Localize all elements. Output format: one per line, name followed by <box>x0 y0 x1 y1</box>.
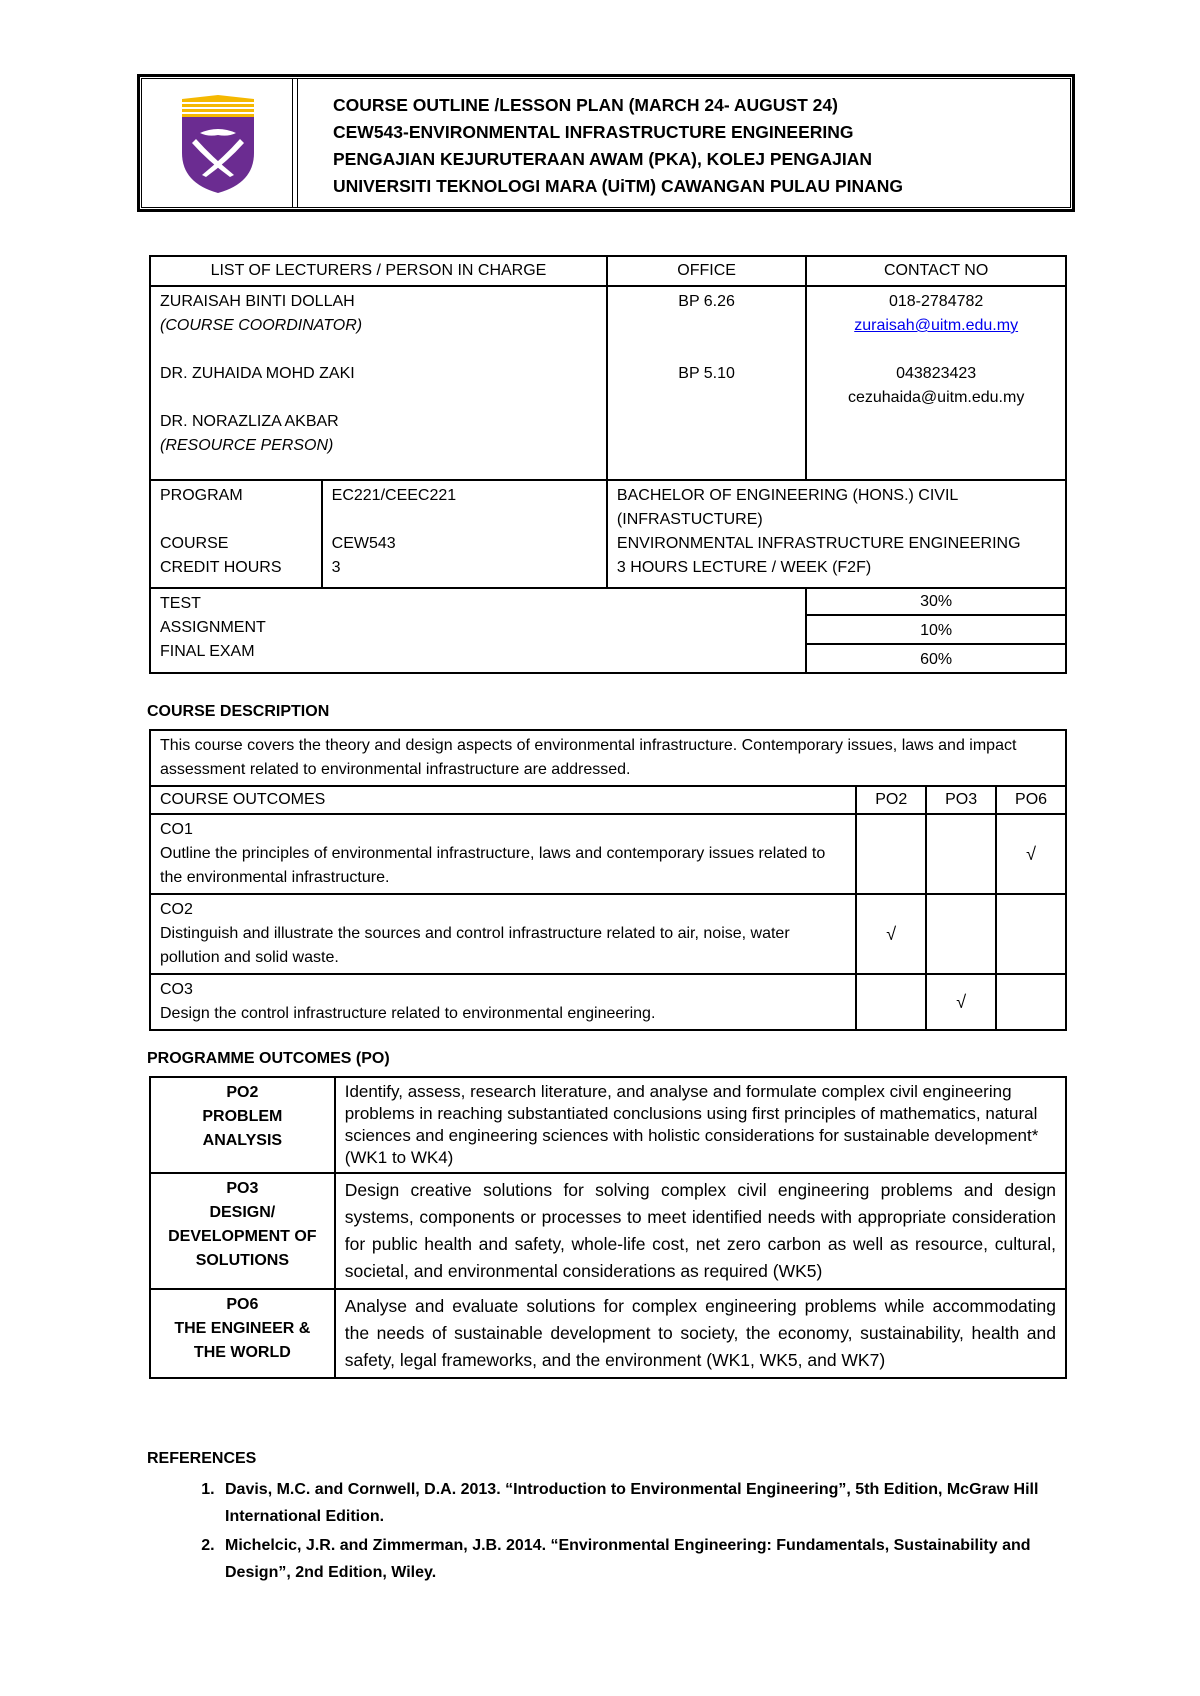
po-row <box>150 1077 1066 1173</box>
po-name: ANALYSIS <box>202 1132 283 1149</box>
outcome-row <box>150 894 1066 974</box>
programme-outcomes-title: PROGRAMME OUTCOMES (PO) <box>147 1050 390 1067</box>
assessment-label: FINAL EXAM <box>160 643 255 660</box>
po-row <box>150 1173 1066 1289</box>
lecturer-role: (COURSE COORDINATOR) <box>160 317 363 334</box>
references-title: REFERENCES <box>147 1450 257 1467</box>
po-header: PO6 <box>996 786 1066 814</box>
programme-outcomes-table <box>149 1076 1067 1379</box>
header-divider <box>292 78 298 208</box>
course-label: COURSE <box>160 535 229 552</box>
credit-label: CREDIT HOURS <box>160 559 282 576</box>
office-number: BP 6.26 <box>678 293 735 310</box>
program-codes <box>322 480 607 588</box>
outcome-code: CO2 <box>160 901 193 918</box>
assessment-value: 30% <box>807 589 1065 616</box>
outcome-row <box>150 814 1066 894</box>
outcome-cell <box>150 974 856 1030</box>
header-line: PENGAJIAN KEJURUTERAAN AWAM (PKA), KOLEJ PENGAJIAN <box>333 149 872 169</box>
program-labels <box>150 480 322 588</box>
outcome-text: Distinguish and illustrate the sources and control infrastructure related to air, noise, water pollution and solid waste. <box>160 925 790 966</box>
header-office: OFFICE <box>607 256 806 286</box>
outcome-map: √ <box>856 894 926 974</box>
po-text: Analyse and evaluate solutions for complex engineering problems while accommodating the needs of sustainable development to society, the economy, sustainability, health and safety, legal frameworks, and the environment (WK1, WK5, and WK7) <box>335 1289 1066 1378</box>
uitm-crest-icon <box>178 95 258 195</box>
office-number: BP 5.10 <box>678 365 735 382</box>
outcome-text: Outline the principles of environmental infrastructure, laws and contemporary issues related to the environmental infrastructure. <box>160 845 826 886</box>
lecturer-table <box>149 255 1067 674</box>
lecturer-name: DR. NORAZLIZA AKBAR <box>160 413 339 430</box>
references <box>147 1450 1067 1588</box>
po-row <box>150 1289 1066 1378</box>
program-details <box>607 480 1066 588</box>
po-header: PO2 <box>856 786 926 814</box>
outcome-cell <box>150 814 856 894</box>
email-link[interactable]: zuraisah@uitm.edu.my <box>854 317 1019 334</box>
references-list <box>147 1476 1067 1586</box>
outcome-code: CO3 <box>160 981 193 998</box>
course-code: CEW543 <box>331 535 396 552</box>
header-lecturers: LIST OF LECTURERS / PERSON IN CHARGE <box>150 256 607 286</box>
header-contact: CONTACT NO <box>806 256 1066 286</box>
po-name: SOLUTIONS <box>195 1252 290 1269</box>
course-description-title: COURSE DESCRIPTION <box>147 703 330 720</box>
po-name: THE WORLD <box>193 1344 291 1361</box>
credit-value: 3 <box>331 559 341 576</box>
po-text: Identify, assess, research literature, and analyse and formulate complex civil engineering problems in reaching substantiated conclusions using first principles of mathematics, natural sciences and engineering sciences with holistic considerations for sustainable development* (WK1 to WK4) <box>335 1077 1066 1173</box>
header-line: CEW543-ENVIRONMENTAL INFRASTRUCTURE ENGINEERING <box>333 122 854 142</box>
credit-desc: 3 HOURS LECTURE / WEEK (F2F) <box>616 559 872 576</box>
lecturer-names <box>150 286 607 480</box>
po-name: DEVELOPMENT OF <box>168 1228 317 1245</box>
program-row <box>150 480 1066 588</box>
lecturer-name: ZURAISAH BINTI DOLLAH <box>160 293 355 310</box>
po-label <box>150 1173 335 1289</box>
po-code: PO3 <box>226 1180 259 1197</box>
po-header: PO3 <box>926 786 996 814</box>
outcomes-header: COURSE OUTCOMES <box>150 786 856 814</box>
description-row <box>150 730 1066 786</box>
lecturer-offices <box>607 286 806 480</box>
outcome-map <box>926 894 996 974</box>
outcome-cell <box>150 894 856 974</box>
outcome-code: CO1 <box>160 821 193 838</box>
po-code: PO6 <box>226 1296 259 1313</box>
assessment-labels <box>150 588 806 673</box>
lecturer-row <box>150 286 1066 480</box>
course-name: ENVIRONMENTAL INFRASTRUCTURE ENGINEERING <box>616 535 1021 552</box>
reference-item: 1. Davis, M.C. and Cornwell, D.A. 2013. “Introduction to Environmental Engineering”, 5th Edition, McGraw Hill International Edition. <box>219 1476 1067 1530</box>
table-header-row <box>150 256 1066 286</box>
header-line: COURSE OUTLINE /LESSON PLAN (MARCH 24- AUGUST 24) <box>333 95 838 115</box>
outcome-map <box>926 814 996 894</box>
outcomes-header-row <box>150 786 1066 814</box>
assessment-label: ASSIGNMENT <box>160 619 266 636</box>
po-label <box>150 1077 335 1173</box>
po-code: PO2 <box>226 1084 259 1101</box>
po-name: DESIGN/ <box>209 1204 276 1221</box>
outcome-row <box>150 974 1066 1030</box>
outcome-map <box>856 814 926 894</box>
po-name: THE ENGINEER & <box>174 1320 311 1337</box>
outcome-map: √ <box>996 814 1066 894</box>
outcome-text: Design the control infrastructure related to environmental engineering. <box>160 1005 656 1022</box>
outcome-map <box>996 974 1066 1030</box>
course-description-text: This course covers the theory and design aspects of environmental infrastructure. Contemporary issues, laws and impact assessment related to environmental infrastructure are addressed. <box>150 730 1066 786</box>
outcome-map: √ <box>926 974 996 1030</box>
program-name: BACHELOR OF ENGINEERING (HONS.) CIVIL (INFRASTUCTURE) <box>616 487 958 528</box>
assessment-values <box>806 588 1066 673</box>
phone-number: 043823423 <box>896 365 977 382</box>
po-name: PROBLEM <box>202 1108 283 1125</box>
header-title <box>333 92 903 200</box>
outcome-map <box>996 894 1066 974</box>
reference-item: 2. Michelcic, J.R. and Zimmerman, J.B. 2014. “Environmental Engineering: Fundamentals, Sustainability and Design”, 2nd Edition, Wiley. <box>219 1532 1067 1586</box>
program-label: PROGRAM <box>160 487 243 504</box>
lecturer-name: DR. ZUHAIDA MOHD ZAKI <box>160 365 355 382</box>
assessment-row <box>150 588 1066 673</box>
po-label <box>150 1289 335 1378</box>
lecturer-contacts <box>806 286 1066 480</box>
course-outcomes-table <box>149 729 1067 1031</box>
assessment-label: TEST <box>160 595 201 612</box>
assessment-value: 10% <box>807 618 1065 645</box>
po-text: Design creative solutions for solving complex civil engineering problems and design systems, components or processes to meet identified needs with appropriate consideration for public health and safety, whole-life cost, net zero carbon as well as resource, cultural, societal, and environmental considerations as required (WK5) <box>335 1173 1066 1289</box>
header-line: UNIVERSITI TEKNOLOGI MARA (UiTM) CAWANGAN PULAU PINANG <box>333 176 904 196</box>
email-text: cezuhaida@uitm.edu.my <box>847 389 1025 406</box>
phone-number: 018-2784782 <box>888 293 984 310</box>
lecturer-role: (RESOURCE PERSON) <box>160 437 334 454</box>
program-code: EC221/CEEC221 <box>331 487 457 504</box>
assessment-value: 60% <box>920 651 953 668</box>
outcome-map <box>856 974 926 1030</box>
